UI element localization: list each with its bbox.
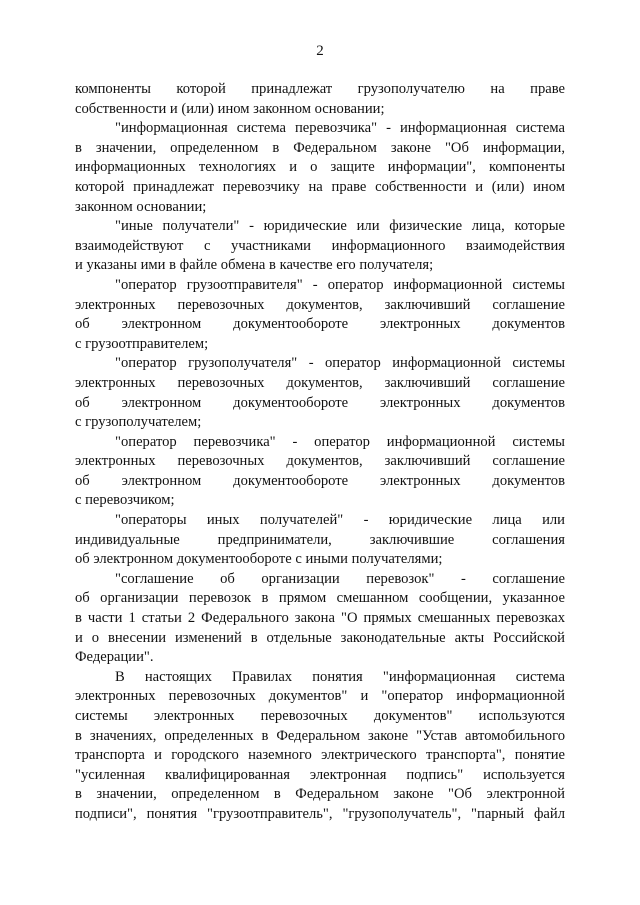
text-line: и указаны ими в файле обмена в качестве его получателя; (75, 257, 434, 274)
text-line: собственности и (или) ином законном основании; (75, 100, 385, 117)
text-line: электронных перевозочных документов, заключивший соглашение (75, 374, 565, 391)
text-line: подписи", понятия "грузоотправитель", "грузополучатель", "парный файл (75, 805, 565, 822)
text-line: "операторы иных получателей" - юридические лица или (115, 512, 565, 529)
text-line: Федерации". (75, 649, 154, 666)
text-line: электронных перевозочных документов" и "оператор информационной (75, 688, 565, 705)
page-number: 2 (316, 43, 324, 59)
paragraph (75, 570, 565, 668)
text-line: об электронном документообороте с иными получателями; (75, 551, 443, 568)
text-line: в значениях, определенных в Федеральном законе "Устав автомобильного (75, 727, 565, 744)
paragraph (75, 217, 565, 276)
paragraph (75, 80, 565, 119)
text-line: "информационная система перевозчика" - информационная система (115, 120, 565, 137)
text-line: индивидуальные предприниматели, заключившие соглашения (75, 531, 565, 548)
text-line: с грузополучателем; (75, 414, 202, 431)
document-body (75, 80, 565, 825)
text-line: об электронном документообороте электронных документов (75, 316, 565, 333)
paragraph (75, 276, 565, 354)
text-line: которой принадлежат перевозчику на праве собственности и (или) ином (75, 178, 565, 195)
paragraph (75, 119, 565, 217)
paragraph (75, 354, 565, 432)
text-line: об организации перевозок в прямом смешанном сообщении, указанное (75, 590, 565, 607)
text-line: электронных перевозочных документов, заключивший соглашение (75, 296, 565, 313)
text-line: с грузоотправителем; (75, 335, 209, 352)
text-line: "оператор грузоотправителя" - оператор информационной системы (115, 276, 565, 293)
text-line: в значении, определенном в Федеральном законе "Об информации, (75, 139, 565, 156)
text-line: электронных перевозочных документов, заключивший соглашение (75, 453, 565, 470)
text-line: "соглашение об организации перевозок" - соглашение (115, 570, 565, 587)
text-line: законном основании; (75, 198, 207, 215)
text-line: об электронном документообороте электронных документов (75, 472, 565, 489)
text-line: "оператор перевозчика" - оператор информационной системы (115, 433, 565, 450)
text-line: в части 1 статьи 2 Федерального закона "О прямых смешанных перевозках (75, 610, 565, 627)
text-line: "усиленная квалифицированная электронная подпись" используется (75, 766, 565, 783)
text-line: системы электронных перевозочных документов" используются (75, 708, 565, 724)
text-line: об электронном документообороте электронных документов (75, 394, 565, 411)
paragraph (75, 433, 565, 511)
text-line: В настоящих Правилах понятия "информационная система (115, 668, 565, 685)
text-line: транспорта и городского наземного электрического транспорта", понятие (75, 747, 565, 764)
text-line: взаимодействуют с участниками информационного взаимодействия (75, 237, 565, 254)
text-line: "оператор грузополучателя" - оператор информационной системы (115, 355, 565, 372)
text-line: и о внесении изменений в отдельные законодательные акты Российской (75, 629, 565, 646)
text-line: информационных технологиях и о защите информации", компоненты (75, 159, 565, 176)
text-line: компоненты которой принадлежат грузополучателю на праве (75, 81, 565, 97)
text-line: с перевозчиком; (75, 492, 175, 509)
paragraph (75, 511, 565, 570)
text-line: "иные получатели" - юридические или физические лица, которые (115, 218, 565, 235)
text-line: в значении, определенном в Федеральном законе "Об электронной (75, 786, 565, 803)
paragraph (75, 668, 565, 825)
